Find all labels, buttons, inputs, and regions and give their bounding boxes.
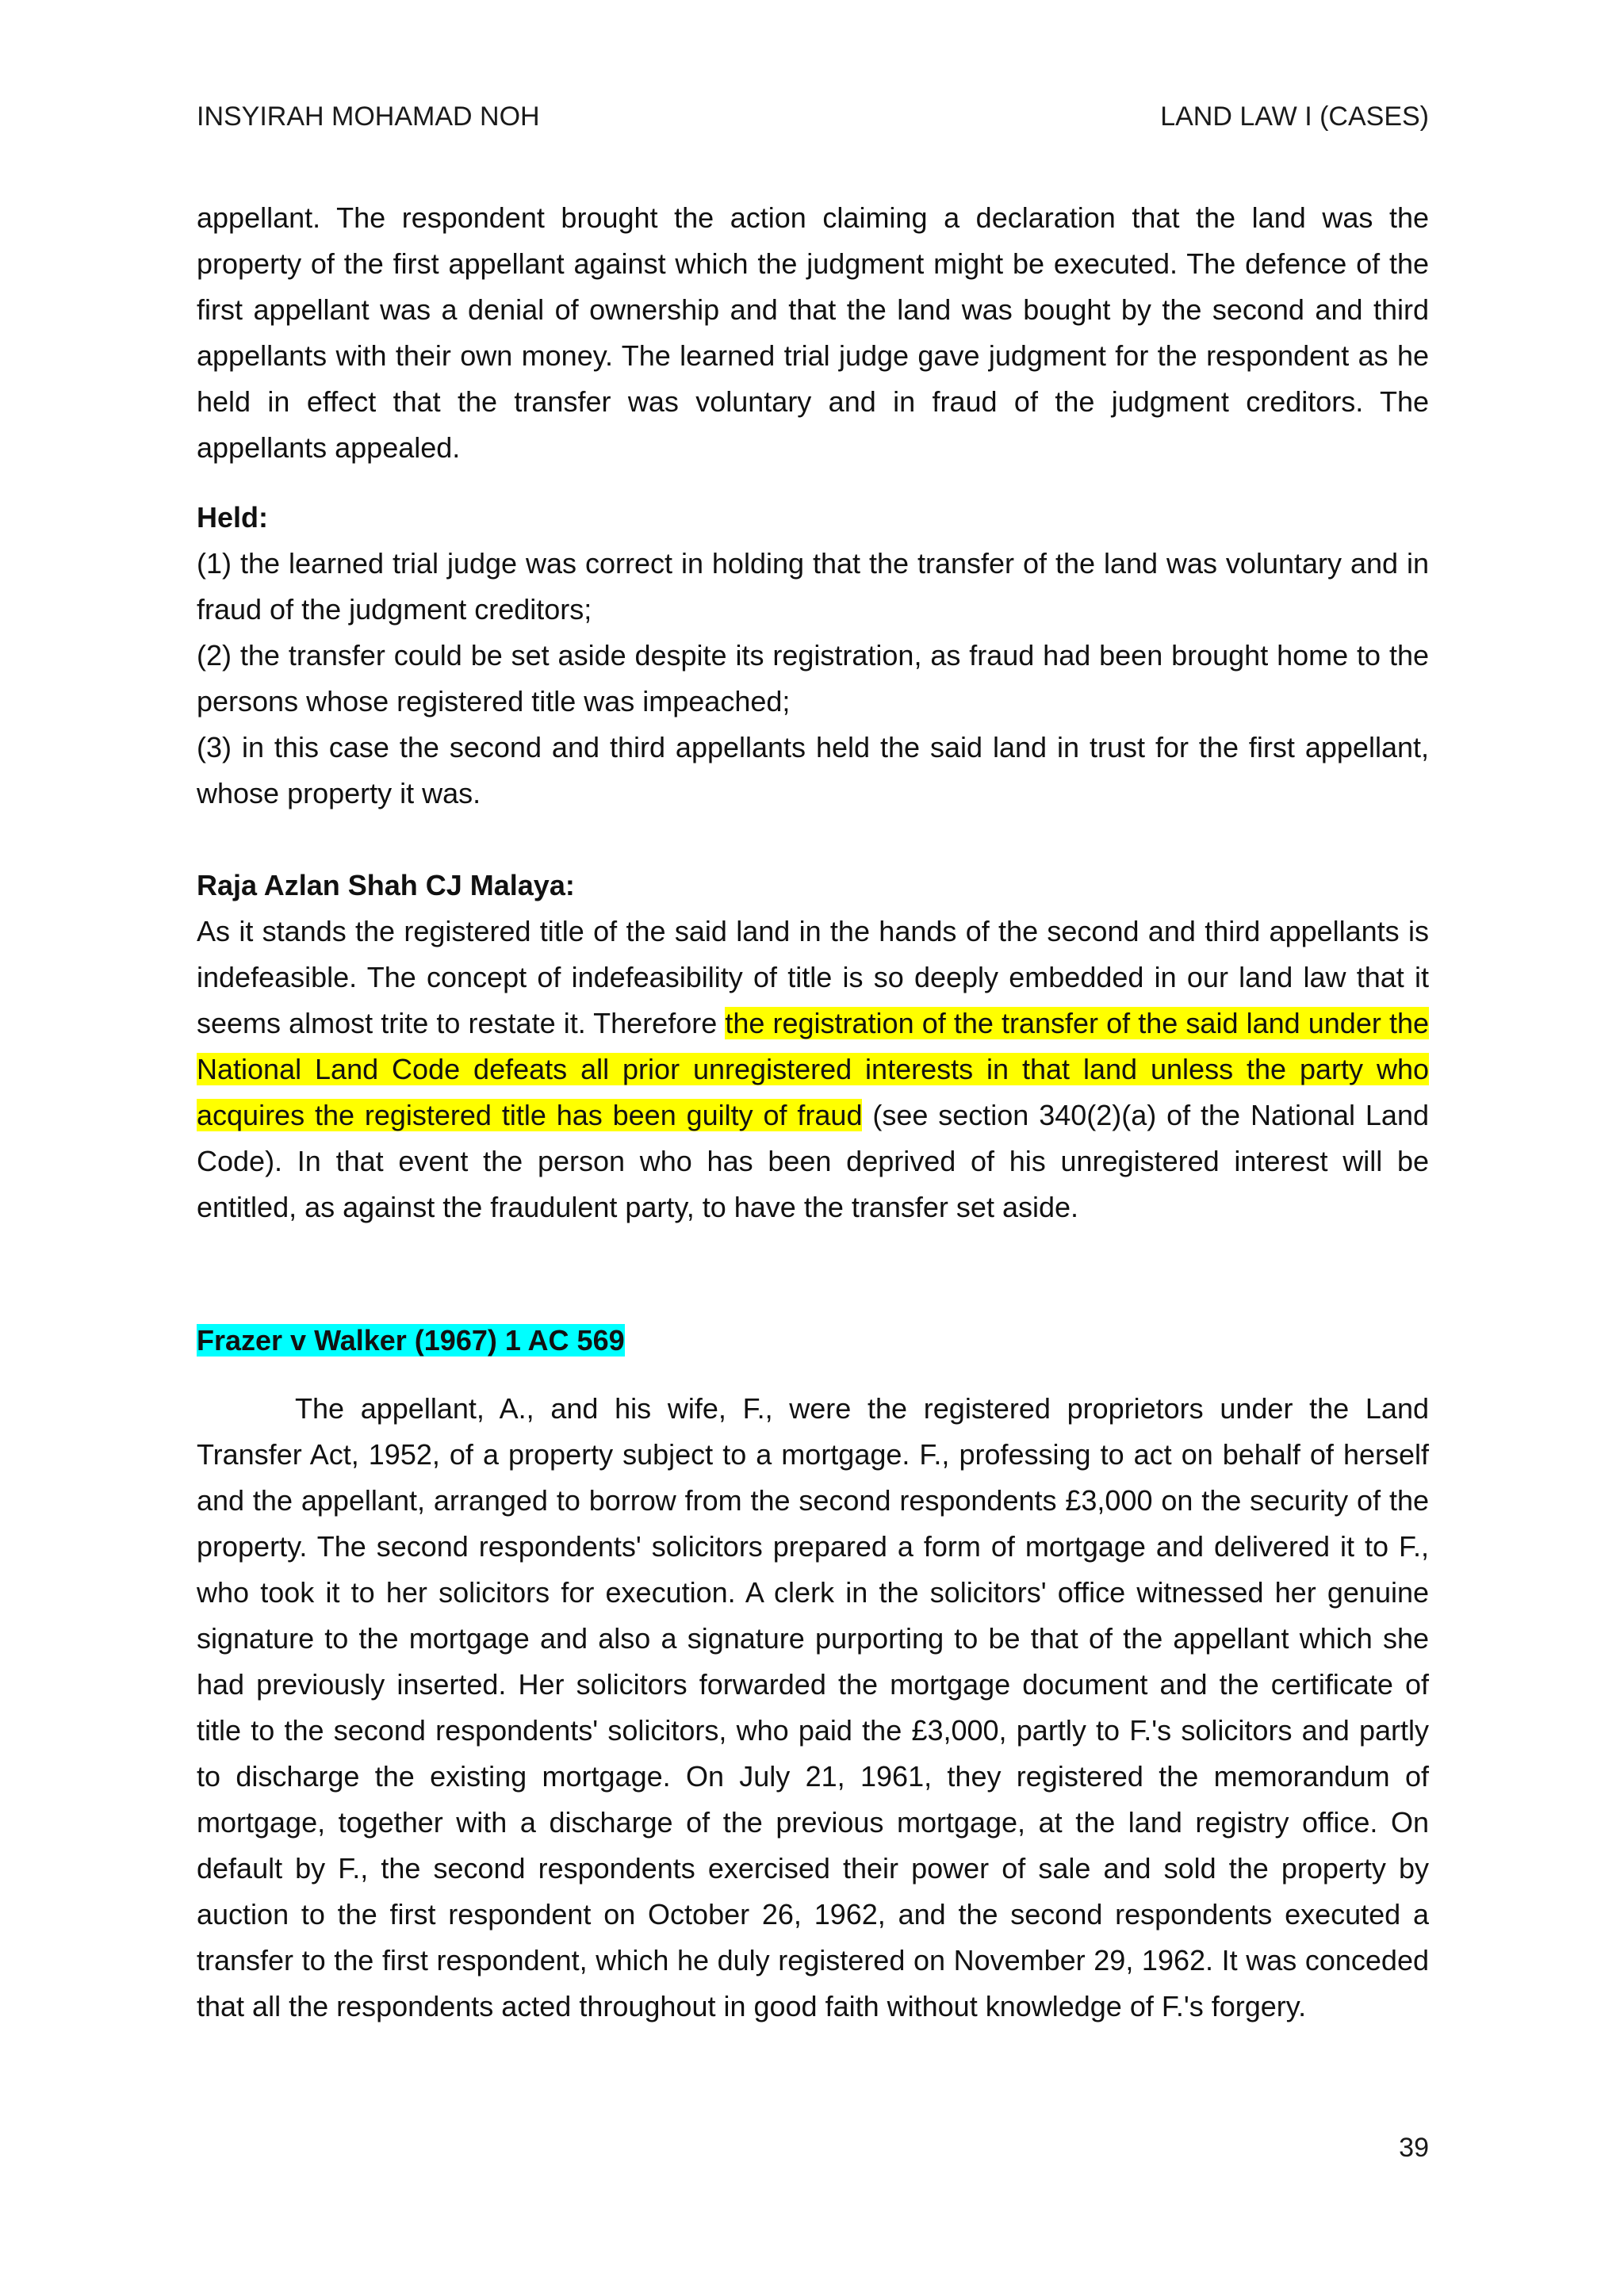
case-heading	[197, 1318, 1429, 1364]
held-point-1: (1) the learned trial judge was correct in holding that the transfer of the land was voluntary and in fraud of the judgment creditors;	[197, 547, 1429, 626]
judgment-highlighted-text: the registration of the transfer of the said land under the National Land Code defeats all prior unregistered interests in that land unless the party who acquires the registered title has been guilty of fraud	[197, 1007, 1429, 1131]
judgment-text-before: As it stands the registered title of the said land in the hands of the second and third appellants is indefeasible. The concept of indefeasibility of title is so deeply embedded in our land law that it seems almost trite to restate it. Therefore	[197, 915, 1429, 1039]
header-author: INSYIRAH MOHAMAD NOH	[197, 101, 540, 132]
page-number: 39	[1399, 2133, 1429, 2163]
page-header	[197, 100, 1429, 133]
held-point-3: (3) in this case the second and third appellants held the said land in trust for the first appellant, whose property it was.	[197, 731, 1429, 809]
intro-paragraph-text: appellant. The respondent brought the action claiming a declaration that the land was the property of the first appellant against which the judgment might be executed. The defence of the first appellant was a denial of ownership and that the land was bought by the second and third appellants with their own money. The learned trial judge gave judgment for the respondent as he held in effect that the transfer was voluntary and in fraud of the judgment creditors. The appellants appealed.	[197, 201, 1429, 464]
judgment-text-after: (see section 340(2)(a) of the National Land Code). In that event the person who has been deprived of his unregistered interest will be entitled, as against the fraudulent party, to have the transfer set aside.	[197, 1099, 1430, 1223]
case-title: Frazer v Walker (1967) 1 AC 569	[197, 1324, 625, 1357]
held-point-2: (2) the transfer could be set aside despite its registration, as fraud had been brought home to the persons whose registered title was impeached;	[197, 639, 1429, 718]
intro-paragraph	[197, 195, 1429, 471]
header-title: LAND LAW I (CASES)	[1160, 101, 1429, 132]
held-heading: Held:	[197, 501, 268, 534]
judgment-section	[197, 863, 1429, 1230]
held-section	[197, 495, 1429, 817]
case-facts-section	[197, 1386, 1429, 2030]
judge-name: Raja Azlan Shah CJ Malaya:	[197, 869, 575, 901]
case-facts: The appellant, A., and his wife, F., were the registered proprietors under the Land Transfer Act, 1952, of a property subject to a mortgage. F., professing to act on behalf of herself and the appellant, arranged to borrow from the second respondents £3,000 on the security of the property. The second respondents' solicitors prepared a form of mortgage and delivered it to F., who took it to her solicitors for execution. A clerk in the solicitors' office witnessed her genuine signature to the mortgage and also a signature purporting to be that of the appellant which she had previously inserted. Her solicitors forwarded the mortgage document and the certificate of title to the second respondents' solicitors, who paid the £3,000, partly to F.'s solicitors and partly to discharge the existing mortgage. On July 21, 1961, they registered the memorandum of mortgage, together with a discharge of the previous mortgage, at the land registry office. On default by F., the second respondents exercised their power of sale and sold the property by auction to the first respondent on October 26, 1962, and the second respondents executed a transfer to the first respondent, which he duly registered on November 29, 1962. It was conceded that all the respondents acted throughout in good faith without knowledge of F.'s forgery.	[197, 1392, 1429, 2022]
judgment-paragraph	[197, 909, 1429, 1230]
